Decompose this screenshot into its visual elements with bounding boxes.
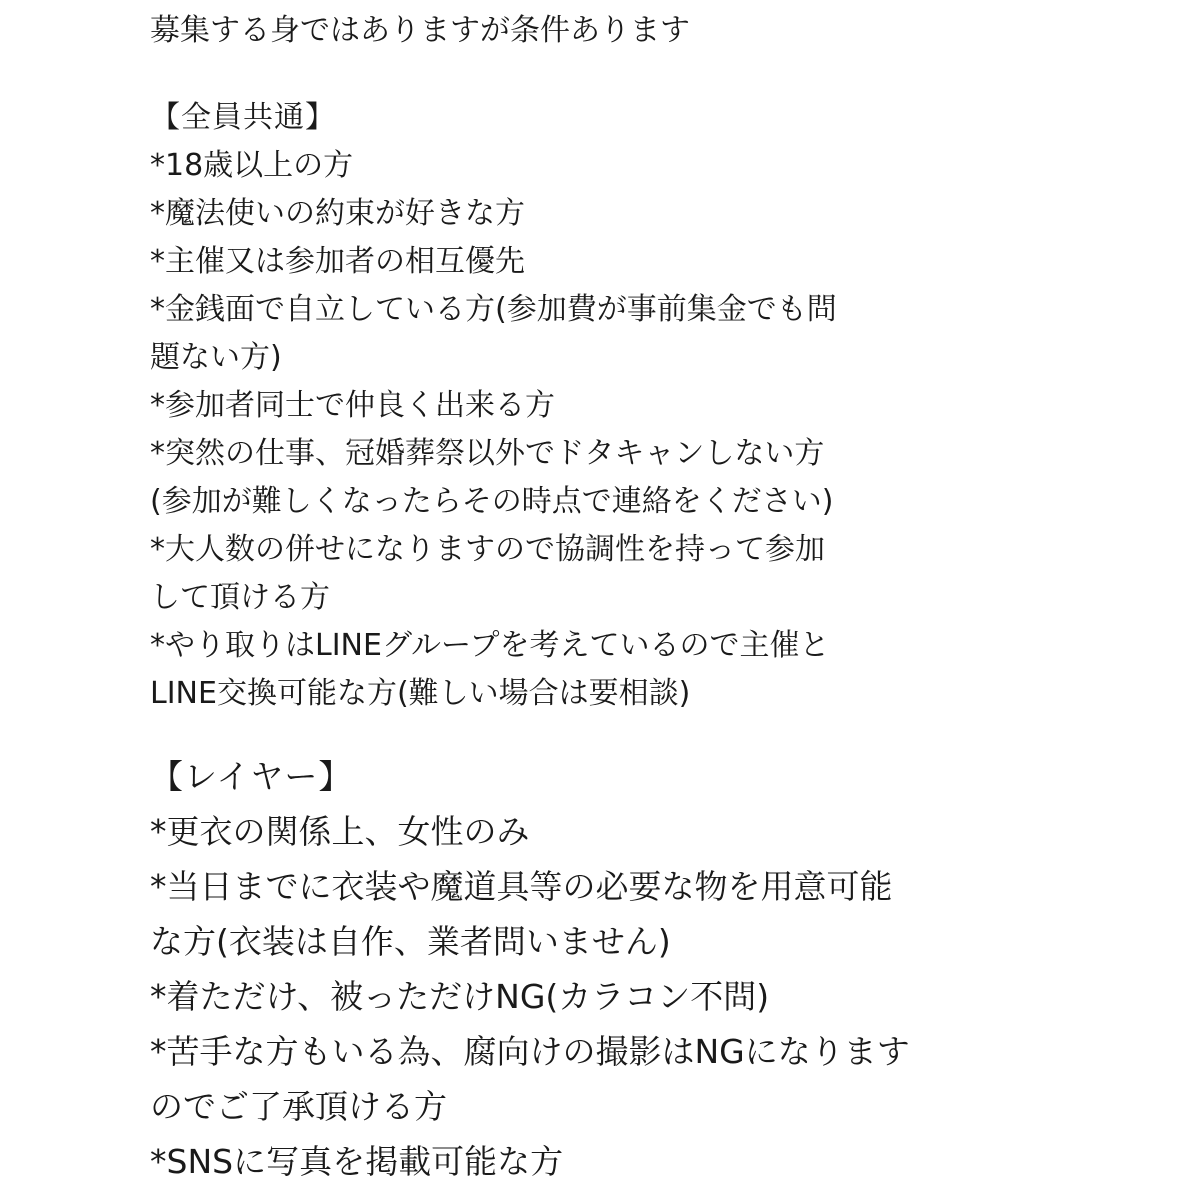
layer-condition-line: *当日までに衣装や魔道具等の必要な物を用意可能 (150, 867, 893, 906)
common-condition-line: *大人数の併せになりますので協調性を持って参加 (150, 532, 825, 567)
common-condition-line: *魔法使いの約束が好きな方 (150, 196, 525, 231)
layer-condition-line: *着ただけ、被っただけNG(カラコン不問) (150, 977, 770, 1016)
common-condition-line: (参加が難しくなったらその時点で連絡をください) (150, 484, 834, 519)
layer-condition-line: *更衣の関係上、女性のみ (150, 812, 530, 851)
layer-condition-line: な方(衣装は自作、業者問いません) (150, 922, 671, 961)
common-condition-line: *金銭面で自立している方(参加費が事前集金でも問 (150, 292, 837, 327)
layer-condition-line: *苦手な方もいる為、腐向けの撮影はNGになります (150, 1032, 910, 1071)
common-condition-line: LINE交換可能な方(難しい場合は要相談) (150, 676, 691, 711)
common-heading: 【全員共通】 (150, 100, 336, 135)
common-condition-line: して頂ける方 (150, 580, 330, 615)
common-condition-line: *参加者同士で仲良く出来る方 (150, 388, 555, 423)
common-condition-line: 題ない方) (150, 340, 282, 375)
layer-condition-line: のでご了承頂ける方 (150, 1087, 447, 1126)
common-condition-line: *18歳以上の方 (150, 148, 354, 183)
common-condition-line: *主催又は参加者の相互優先 (150, 244, 525, 279)
common-condition-line: *やり取りはLINEグループを考えているので主催と (150, 628, 830, 663)
common-condition-line: *突然の仕事、冠婚葬祭以外でドタキャンしない方 (150, 436, 825, 471)
layer-condition-line: *SNSに写真を掲載可能な方 (150, 1142, 564, 1181)
intro-text: 募集する身ではありますが条件あります (150, 13, 690, 48)
layer-heading: 【レイヤー】 (150, 757, 353, 796)
